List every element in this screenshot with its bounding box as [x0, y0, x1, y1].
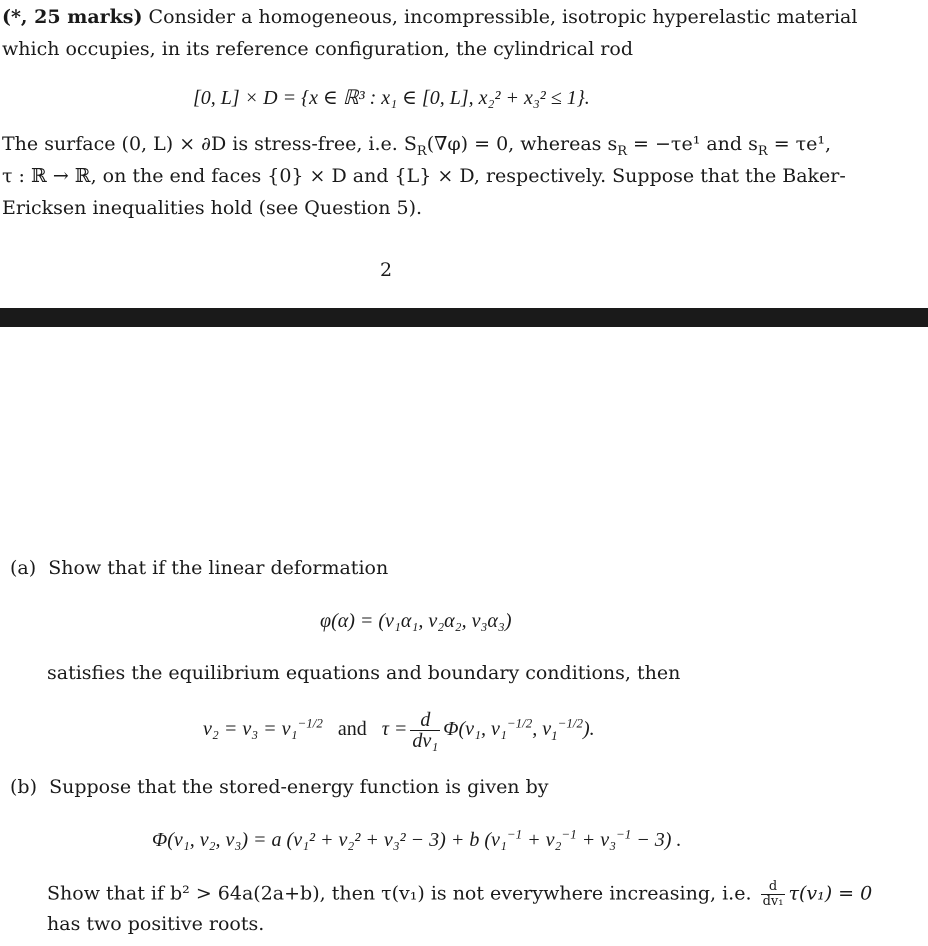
part-a-line-2: satisfies the equilibrium equations and boundary conditions, then — [47, 662, 681, 684]
intro-text-1: Consider a homogeneous, incompressible, isotropic hyperelastic material — [148, 6, 858, 28]
part-a-label: (a) — [10, 557, 37, 579]
stretch-equation: v₂ = v₃ = v₁$^{-1/2}$ and τ = $\frac{d}{\text{dv₁}}$ Φ(v₁, v₁$^{-1/2}$, $v_1^{-1/2}$). — [203, 708, 595, 752]
part-a-text: Show that if the linear deformation — [48, 557, 389, 579]
page-number: 2 — [380, 259, 393, 281]
part-b-line-1 — [10, 775, 548, 799]
phi-exp-2: −1/2 — [557, 715, 583, 731]
small-frac-num: d — [761, 880, 786, 895]
rod-equation: [0, L] × D = {x ∈ ℝ³ : x₁ ∈ [0, L], x₂² + x₃² ≤ 1}. — [193, 87, 590, 109]
deformation-equation: φ(α) = (v₁α₁, v₂α₂, v₃α₃) — [320, 610, 512, 632]
tau-eq: τ = — [381, 718, 408, 740]
small-derivative-fraction — [761, 880, 786, 909]
marks-label: (*, 25 marks) — [2, 6, 143, 28]
part-b-text2a: Show that if b² > 64a(2a+b), then τ(v₁) is not everywhere increasing, i.e. — [47, 882, 752, 905]
part-a-line-1 — [10, 556, 388, 580]
conditions-line-2: τ : ℝ → ℝ, on the end faces {0} × D and {L} × D, respectively. Suppose that the Baker- — [2, 165, 846, 187]
phi-end: ). — [582, 718, 595, 740]
sub-r-2: R — [617, 143, 628, 159]
phi-exp-1: −1/2 — [506, 715, 533, 731]
frac-den: dv₁ — [412, 729, 439, 752]
cond-text-a: The surface (0, L) × ∂D is stress-free, i.e. S — [2, 133, 417, 155]
cond-text-d: = τe¹, — [767, 133, 832, 155]
energy-exp-2: −1 — [561, 826, 577, 842]
sub-r-3: R — [757, 143, 768, 159]
phi-expression: Φ(v₁, v₁ — [443, 718, 507, 740]
part-b-label: (b) — [10, 776, 37, 798]
conditions-line-3: Ericksen inequalities hold (see Question 5). — [2, 197, 423, 219]
energy-exp-3: −1 — [616, 826, 632, 842]
part-b-line-2 — [47, 880, 872, 909]
cond-text-b: (∇φ) = 0, whereas s — [426, 133, 618, 155]
stretch-exponent: −1/2 — [297, 715, 323, 731]
intro-line-1 — [2, 5, 857, 29]
frac-num: d — [410, 710, 440, 731]
page-break-band — [0, 308, 928, 327]
energy-d: − 3) . — [631, 829, 682, 851]
part-b-text2b: τ(v₁) = 0 — [788, 882, 873, 905]
energy-b: + v₂ — [522, 829, 562, 851]
cond-text-c: = −τe¹ and s — [627, 133, 758, 155]
energy-c: + v₃ — [576, 829, 617, 851]
intro-line-2: which occupies, in its reference configuration, the cylindrical rod — [2, 38, 633, 60]
derivative-fraction — [410, 710, 440, 751]
sub-r-1: R — [416, 143, 427, 159]
and-word: and — [337, 718, 367, 740]
energy-exp-1: −1 — [506, 826, 523, 842]
energy-equation — [152, 828, 681, 852]
stretch-lhs: v₂ = v₃ = v₁ — [203, 718, 298, 740]
small-frac-den: dv₁ — [762, 894, 784, 909]
part-b-line-3: has two positive roots. — [47, 913, 265, 935]
conditions-line-1 — [2, 132, 832, 159]
energy-a: Φ(v₁, v₂, v₃) = a (v₁² + v₂² + v₃² − 3) + b (v₁ — [152, 829, 507, 851]
part-b-text: Suppose that the stored-energy function is given by — [49, 776, 549, 798]
